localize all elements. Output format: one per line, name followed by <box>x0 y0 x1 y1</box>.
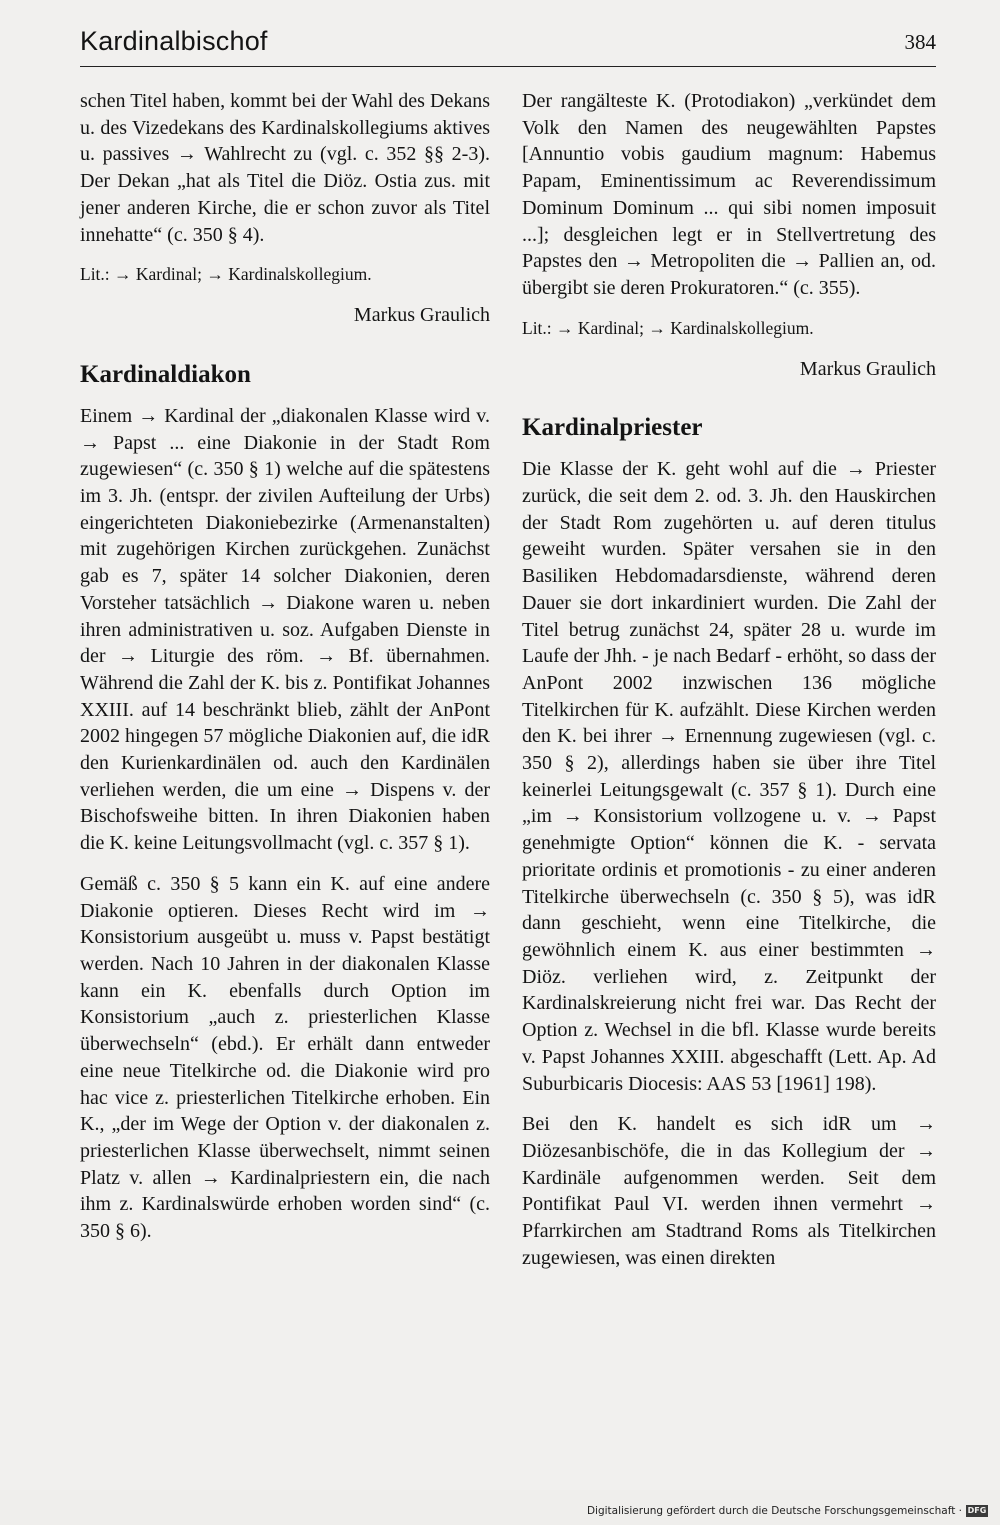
page-number: 384 <box>904 30 936 54</box>
kardinaldiakon-paragraph-1: Einem → Kardinal der „diakonalen Klasse wird v. → Papst ... eine Diakonie in der Stadt Rom zugewiesen“ (c. 350 § 1) welche auf die spätestens im 3. Jh. (entspr. der zivilen Aufteilung der Urbs) eingerichteten Diakoniebezirke (Armenanstalten) mit zugehörigen Kirchen zurückgehen. Zunächst gab es 7, später 14 solcher Diakonien, deren Vorsteher tatsächlich → Diakone waren u. neben ihren administrativen u. soz. Aufgaben Dienste in der → Liturgie des röm. → Bf. übernahmen. Während die Zahl der K. bis z. Pontifikat Johannes XXIII. auf 14 beschränkt blieb, zählt der AnPont 2002 hingegen 57 mögliche Diakonien auf, die idR den Kurienkardinälen od. auch den Kardinälen verliehen werden, die um eine → Dispens v. der Bischofsweihe bitten. In ihren Diakonien haben die K. keine Leitungsvollmacht (vgl. c. 357 § 1). <box>80 404 490 855</box>
running-header <box>80 22 936 67</box>
left-column <box>80 88 490 1259</box>
left-intro-paragraph: schen Titel haben, kommt bei der Wahl des Dekans u. des Vizedekans des Kardinalskollegiums aktives u. passives → Wahlrecht zu (vgl. c. 352 §§ 2-3). Der Dekan „hat als Titel die Diöz. Ostia zus. mit jener anderen Kirche, die er schon zuvor als Titel innehatte“ (c. 350 § 4). <box>80 90 490 246</box>
heading-kardinalpriester: Kardinalpriester <box>522 414 703 442</box>
kardinalpriester-paragraph-2: Bei den K. handelt es sich idR um → Diözesanbischöfe, die in das Kollegium der → Kardinäle aufgenommen werden. Seit dem Pontifikat Paul VI. werden ihnen vermehrt → Pfarrkirchen am Stadtrand Roms als Titelkirchen zugewiesen, was einen direkten <box>522 1113 936 1269</box>
digitization-footer <box>587 1505 988 1517</box>
heading-kardinaldiakon: Kardinaldiakon <box>80 360 251 388</box>
dfg-logo-icon: DFG <box>967 1506 987 1515</box>
running-title: Kardinalbischof <box>80 26 268 56</box>
right-literature-note: Lit.: → Kardinal; → Kardinalskollegium. <box>522 317 814 338</box>
kardinalpriester-paragraph-1: Die Klasse der K. geht wohl auf die → Priester zurück, die seit dem 2. od. 3. Jh. den Hauskirchen der Stadt Rom zugehörten u. auf deren titulus geweiht wurden. Später versahen sie in den Basiliken Hebdomadarsdienste, während deren Dauer sie dort inkardiniert wurden. Die Zahl der Titel betrug zunächst 24, später 28 u. wurde im Laufe der Jhh. - je nach Bedarf - erhöht, so dass der AnPont 2002 inzwischen 136 mögliche Titelkirchen für K. aufzählt. Diese Kirchen werden den K. bei ihrer → Ernennung zugewiesen (vgl. c. 350 § 2), allerdings haben sie über ihre Titel keinerlei Leitungsgewalt (c. 357 § 1). Durch eine „im → Konsistorium vollzogene u. v. → Papst genehmigte Option“ können die K. - servata prioritate ordinis et promotionis - zu einer anderen Titelkirche überwechseln (c. 350 § 5), was idR dann geschieht, wenn eine Titelkirche, die gewöhnlich einem K. aus einer bestimmten → Diöz. verliehen wird, z. Zeitpunkt der Kardinalskreierung nicht frei war. Das Recht der Option z. Wechsel in die bfl. Klasse wurde bereits v. Papst Johannes XXIII. abgeschafft (Lett. Ap. Ad Suburbicaris Diocesis: AAS 53 [1961] 198). <box>522 458 936 1095</box>
footer-text: Digitalisierung gefördert durch die Deutsche Forschungsgemeinschaft · <box>586 1505 962 1517</box>
right-intro-paragraph: Der rangälteste K. (Protodiakon) „verkündet dem Volk den Namen des neugewählten Papstes [Annuntio vobis gaudium magnum: Habemus Papam, Eminentissimum ac Reverendissimum Dominum Dominum ... qui sibi nomen imposuit ...]; desgleichen legt er in Stellvertretung des Papstes den → Metropoliten die → Pallien an, od. übergibt sie deren Prokuratoren.“ (c. 355). <box>522 90 936 299</box>
left-author: Markus Graulich <box>353 304 490 327</box>
right-column <box>522 88 936 1285</box>
left-literature-note: Lit.: → Kardinal; → Kardinalskollegium. <box>80 264 372 285</box>
kardinaldiakon-paragraph-2: Gemäß c. 350 § 5 kann ein K. auf eine andere Diakonie optieren. Dieses Recht wird im → Konsistorium ausgeübt u. muss v. Papst bestätigt werden. Nach 10 Jahren in der diakonalen Klasse kann ein K. ebenfalls durch Option im Konsistorium „auch z. priesterlichen Klasse überwechseln“ (ebd.). Er erhält dann entweder eine neue Titelkirche od. die Diakonie wird pro hac vice z. priesterlichen Titelkirche erhoben. Ein K., „der im Wege der Option v. der diakonalen z. priesterlichen Klasse überwechselt, nimmt seinen Platz v. allen → Kardinalpriestern ein, die nach ihm z. Kardinalswürde erhoben worden sind“ (c. 350 § 6). <box>80 872 490 1243</box>
right-author: Markus Graulich <box>799 357 936 380</box>
